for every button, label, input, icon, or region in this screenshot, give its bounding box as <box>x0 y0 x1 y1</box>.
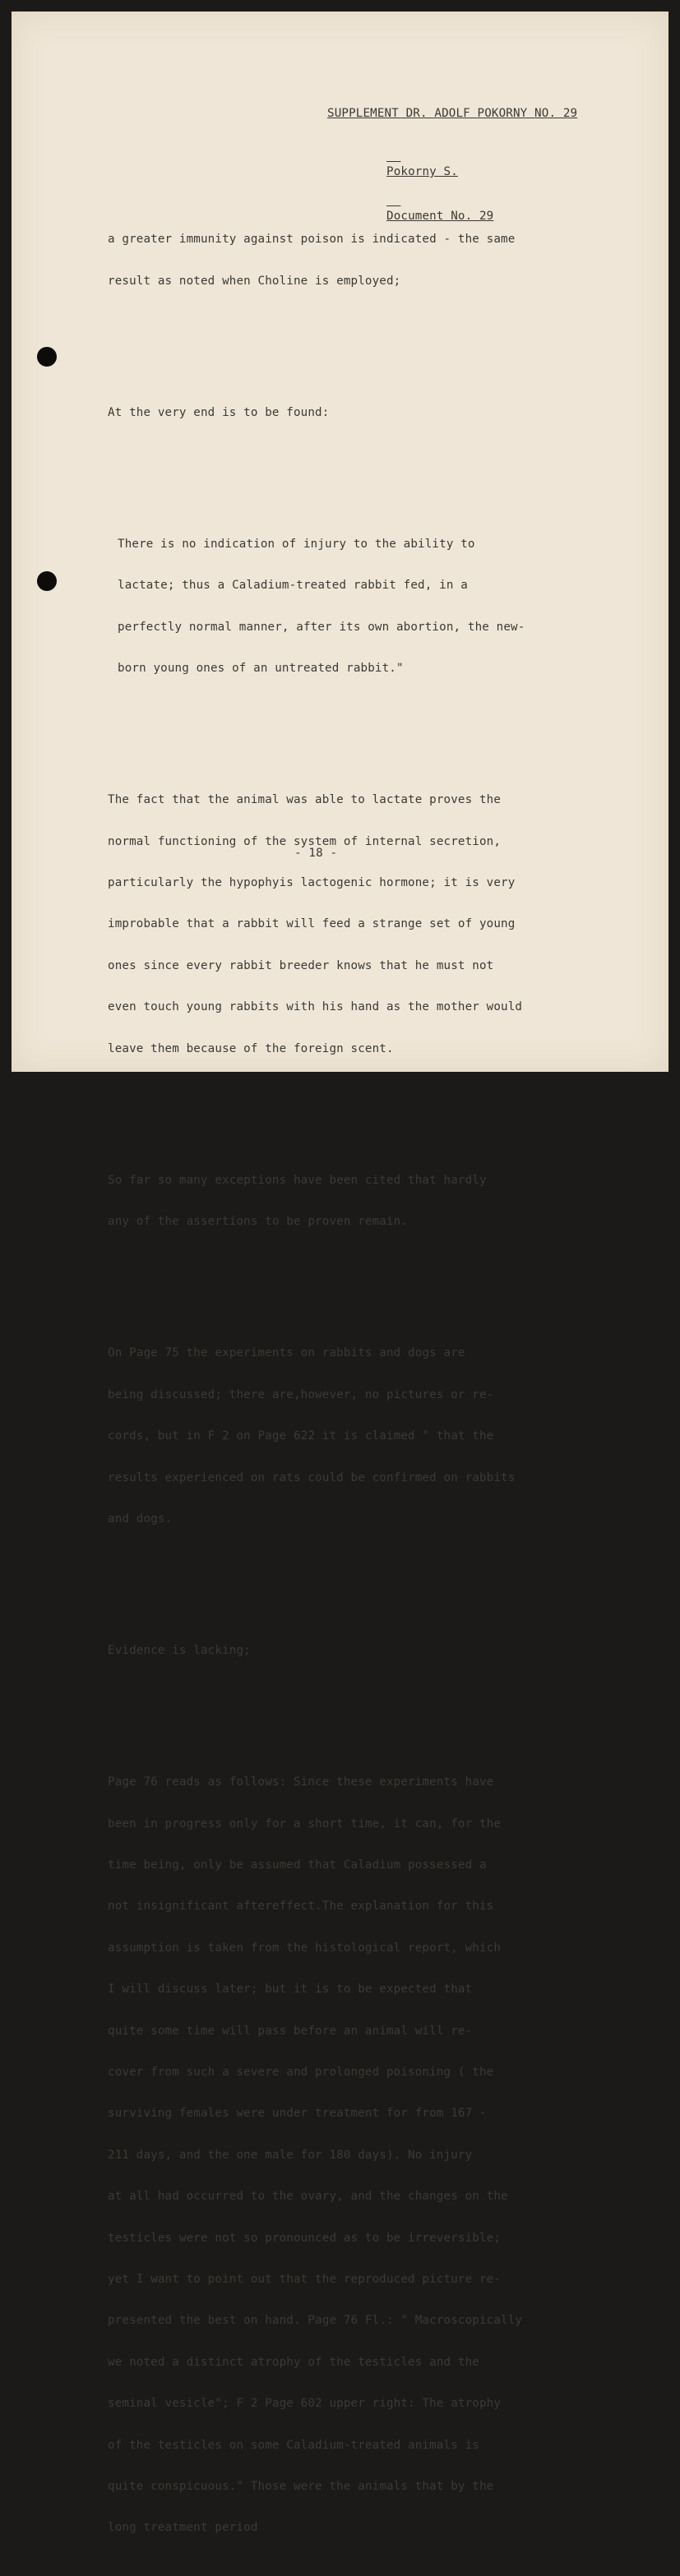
text-line: assumption is taken from the histological report, which <box>108 1941 502 1955</box>
text-line: and dogs. <box>108 1512 173 1526</box>
text-line: At the very end is to be found: <box>108 405 330 419</box>
text-line: perfectly normal manner, after its own abortion, the new- <box>118 620 525 634</box>
supplement-header: SUPPLEMENT DR. ADOLF POKORNY NO. 29 <box>327 107 578 120</box>
text-line: results experienced on rats could be confirmed on rabbits <box>108 1470 516 1484</box>
text-line: yet I want to point out that the reproduced picture re- <box>108 2272 502 2286</box>
text-line: been in progress only for a short time, it can, for the <box>108 1817 502 1830</box>
text-line: testicles were not so pronounced as to be irreversible; <box>108 2231 502 2245</box>
text-line: quite some time will pass before an animal will re- <box>108 2024 473 2038</box>
text-line: cover from such a severe and prolonged poisoning ( the <box>108 2065 494 2079</box>
text-line: 211 days, and the one male for 180 days). No injury <box>108 2148 473 2162</box>
text-line: time being, only be assumed that Caladium possessed a <box>108 1858 487 1872</box>
text-line: The fact that the animal was able to lactate proves the <box>108 793 502 807</box>
text-line: long treatment period <box>108 2521 258 2535</box>
text-line: lactate; thus a Caladium-treated rabbit fed, in a <box>118 579 468 593</box>
document-name: Pokorny S. <box>386 165 458 178</box>
paragraph-5 <box>108 1146 601 1256</box>
page-number: - 18 - <box>294 847 338 860</box>
quote-paragraph <box>108 510 601 703</box>
text-line: at all had occurred to the ovary, and the changes on the <box>108 2190 508 2204</box>
text-line: There is no indication of injury to the ability to <box>118 537 475 551</box>
text-line: born young ones of an untreated rabbit." <box>118 662 404 676</box>
document-number: Document No. 29 <box>386 210 494 223</box>
text-line: of the testicles on some Caladium-treated animals is <box>108 2438 479 2452</box>
text-line: I will discuss later; but it is to be expected that <box>108 1983 473 1997</box>
text-line: presented the best on hand. Page 76 Fl.: " Macroscopically <box>108 2314 523 2328</box>
text-line: even touch young rabbits with his hand as the mother would <box>108 1000 523 1014</box>
paragraph-2 <box>108 378 601 447</box>
punch-hole-top <box>37 347 57 367</box>
text-line: a greater immunity against poison is indicated - the same <box>108 233 516 247</box>
text-line: being discussed; there are,however, no pictures or re- <box>108 1387 494 1401</box>
paragraph-4 <box>108 766 601 1083</box>
text-line: ones since every rabbit breeder knows that he must not <box>108 958 494 972</box>
text-line: normal functioning of the system of internal secretion, <box>108 834 502 848</box>
text-line: particularly the hypophyis lactogenic hormone; it is very <box>108 876 516 890</box>
text-line: So far so many exceptions have been cited that hardly <box>108 1173 487 1187</box>
document-body <box>108 178 601 2576</box>
text-line: improbable that a rabbit will feed a strange set of young <box>108 917 516 931</box>
text-line: Evidence is lacking; <box>108 1644 251 1658</box>
paragraph-6 <box>108 1319 601 1554</box>
text-line: not insignificant aftereffect.The explanation for this <box>108 1900 494 1914</box>
text-line: any of the assertions to be proven remain. <box>108 1215 409 1229</box>
text-line: leave them because of the foreign scent. <box>108 1041 394 1055</box>
paragraph-8 <box>108 1748 601 2563</box>
text-line: Page 76 reads as follows: Since these experiments have <box>108 1775 494 1789</box>
text-line: result as noted when Choline is employed; <box>108 274 401 288</box>
text-line: surviving females were under treatment for from 167 - <box>108 2107 487 2121</box>
punch-hole-bottom <box>37 571 57 591</box>
paragraph-7 <box>108 1616 601 1685</box>
text-line: cords, but in F 2 on Page 622 it is claimed " that the <box>108 1429 494 1443</box>
text-line: we noted a distinct atrophy of the testicles and the <box>108 2355 479 2369</box>
paragraph-1 <box>108 205 601 316</box>
text-line: On Page 75 the experiments on rabbits and dogs are <box>108 1346 465 1360</box>
text-line: quite conspicuous." Those were the animals that by the <box>108 2479 494 2493</box>
text-line: seminal vesicle"; F 2 Page 602 upper right: The atrophy <box>108 2397 502 2411</box>
